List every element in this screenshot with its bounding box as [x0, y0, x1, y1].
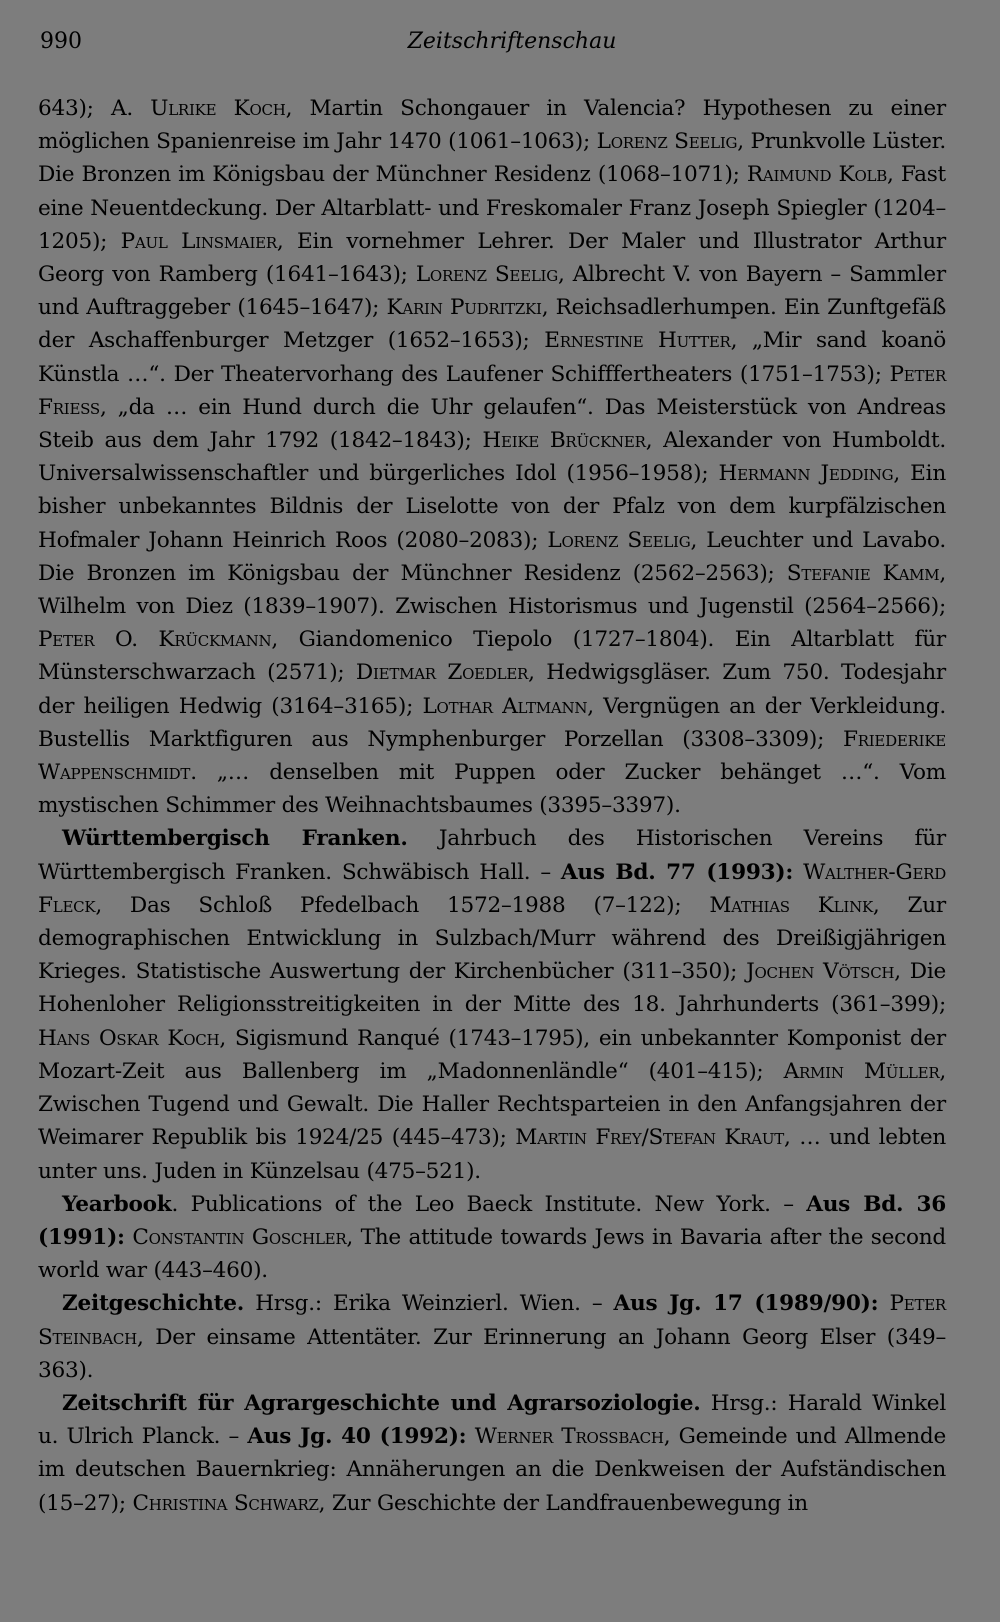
periodical-heading: Württembergisch Franken. — [62, 826, 408, 852]
citation-text: , Prunkvolle Lüster. Die Bronzen im Königsbau der Münchner Residenz (1068–1071); — [38, 129, 946, 188]
periodical-heading: Zeitgeschichte. — [62, 1291, 245, 1317]
periodical-heading: Aus Jg. 17 (1989/90): — [613, 1291, 879, 1317]
citation-text: Hrsg.: Harald Winkel u. Ulrich Planck. – — [38, 1390, 946, 1450]
author-name: Stefanie Kamm — [786, 560, 940, 586]
author-name: Heike Brückner — [482, 428, 646, 454]
citation-text: . Publications of the Leo Baeck Institute. New York. – — [171, 1191, 807, 1217]
author-name: Paul Linsmaier — [120, 228, 277, 254]
citation-text — [793, 860, 803, 885]
periodical-heading: Aus Bd. 77 (1993): — [560, 859, 794, 885]
author-name: Armin Müller — [783, 1058, 940, 1084]
author-name: Walther-Gerd Fleck — [38, 859, 946, 918]
citation-text: , Zwischen Tugend und Gewalt. Die Haller Rechtsparteien in den Anfangsjahren der Weimarer Republik bis 1924/25 (445–473); — [38, 1058, 946, 1151]
citation-text: , Vergnügen an der Verkleidung. Bustellis Marktfiguren aus Nymphenburger Porzellan (3308–3309); — [38, 693, 946, 752]
citation-text: , … und lebten unter uns. Juden in Künzelsau (475–521). — [38, 1125, 947, 1184]
citation-text — [878, 1291, 889, 1316]
citation-text: . „… denselben mit Puppen oder Zucker behänget …“. Vom mystischen Schimmer des Weihnachtsbaumes (3395–3397). — [38, 760, 946, 819]
citation-text: , Fast eine Neuentdeckung. Der Altarblatt- und Freskomaler Franz Joseph Spiegler (1204–1205); — [38, 162, 946, 254]
author-name: Christina Schwarz — [132, 1490, 319, 1516]
author-name: Peter Steinbach — [38, 1291, 946, 1350]
author-name: Martin Frey/Stefan Kraut — [515, 1125, 785, 1151]
author-name: Peter Friess — [38, 361, 946, 420]
citation-text: , Gemeinde und Allmende im deutschen Bauernkrieg: Annäherungen an die Denkweisen der Aufständischen (15–27); — [38, 1424, 946, 1516]
citation-text: , Das Schloß Pfedelbach 1572–1988 (7–122); — [95, 892, 710, 918]
citation-text: , Zur Geschichte der Landfrauenbewegung in — [318, 1490, 808, 1516]
author-name: Peter O. Krückmann — [38, 627, 272, 653]
article-body — [38, 92, 946, 1520]
citation-text: , Ein vornehmer Lehrer. Der Maler und Illustrator Arthur Georg von Ramberg (1641–1643); — [38, 228, 947, 288]
citation-text: , Leuchter und Lavabo. Die Bronzen im Königsbau der Münchner Residenz (2562–2563); — [38, 527, 946, 586]
citation-text: , Die Hohenloher Religionsstreitigkeiten in der Mitte des 18. Jahrhunderts (361–399); — [38, 959, 947, 1018]
author-name: Lothar Altmann — [422, 693, 588, 719]
periodical-heading: Aus Bd. 36 (1991): — [38, 1191, 946, 1250]
author-name: Karin Pudritzki — [386, 295, 542, 321]
citation-text: , Reichsadlerhumpen. Ein Zunftgefäß der Aschaffenburger Metzger (1652–1653); — [38, 295, 946, 354]
citation-text: , The attitude towards Jews in Bavaria after the second world war (443–460). — [38, 1224, 946, 1284]
bibliography-paragraph — [38, 92, 946, 822]
author-name: Raimund Kolb — [746, 162, 887, 188]
author-name: Lorenz Seelig — [596, 129, 738, 155]
citation-text: , Martin Schongauer in Valencia? Hypothesen zu einer möglichen Spanienreise im Jahr 1470 (1061–1063); — [38, 96, 946, 155]
citation-text: , Der einsame Attentäter. Zur Erinnerung an Johann Georg Elser (349–363). — [38, 1324, 946, 1383]
citation-text: , Zur demographischen Entwicklung in Sulzbach/Murr während des Dreißigjährigen Krieges. Statistische Auswertung der Kirchenbücher (311–350); — [38, 892, 946, 985]
author-name: Friederike Wappenschmidt — [38, 726, 946, 786]
page-number: 990 — [40, 29, 82, 54]
citation-text: , „Mir sand koanö Künstla …“. Der Theatervorhang des Laufener Schifffertheaters (1751–1753); — [38, 328, 947, 387]
periodical-heading: Yearbook — [62, 1191, 172, 1217]
bibliography-paragraph — [38, 1287, 946, 1387]
bibliography-paragraph — [38, 1387, 946, 1520]
author-name: Hermann Jedding — [718, 461, 894, 487]
citation-text: , Albrecht V. von Bayern – Sammler und Auftraggeber (1645–1647); — [38, 262, 946, 321]
author-name: Hans Oskar Koch — [38, 1025, 220, 1051]
author-name: Dietmar Zoedler — [355, 660, 529, 686]
author-name: Werner Trossbach — [474, 1424, 664, 1450]
citation-text: , Hedwigsgläser. Zum 750. Todesjahr der heiligen Hedwig (3164–3165); — [38, 660, 946, 719]
journal-title: Zeitschriftenschau — [407, 29, 617, 54]
citation-text: Jahrbuch des Historischen Vereins für Württembergisch Franken. Schwäbisch Hall. – — [38, 826, 946, 885]
author-name: Lorenz Seelig — [415, 262, 558, 288]
author-name: Ulrike Koch — [150, 96, 286, 121]
citation-text: 643); A. — [38, 96, 151, 121]
citation-text: , Alexander von Humboldt. Universalwissenschaftler und bürgerliches Idol (1956–1958); — [38, 428, 946, 487]
author-name: Mathias Klink — [709, 892, 873, 918]
author-name: Jochen Vötsch — [746, 959, 895, 985]
author-name: Lorenz Seelig — [547, 527, 691, 553]
author-name: Constantin Goschler — [132, 1224, 347, 1250]
citation-text: , Ein bisher unbekanntes Bildnis der Liselotte von der Pfalz von dem kurpfälzischen Hofmaler Johann Heinrich Roos (2080–2083); — [38, 461, 946, 553]
citation-text: , „da … ein Hund durch die Uhr gelaufen“. Das Meisterstück von Andreas Steib aus dem Jahr 1792 (1842–1843); — [38, 394, 946, 454]
bibliography-paragraph — [38, 1188, 946, 1288]
periodical-heading: Zeitschrift für Agrargeschichte und Agrarsoziologie. — [62, 1390, 701, 1416]
citation-text: , Giandomenico Tiepolo (1727–1804). Ein Altarblatt für Münsterschwarzach (2571); — [38, 627, 947, 686]
author-name: Ernestine Hutter — [544, 328, 731, 354]
bibliography-paragraph — [38, 822, 946, 1187]
citation-text — [466, 1424, 474, 1449]
citation-text: Hrsg.: Erika Weinzierl. Wien. – — [244, 1291, 614, 1317]
running-head — [38, 20, 946, 64]
citation-text: , Sigismund Ranqué (1743–1795), ein unbekannter Komponist der Mozart-Zeit aus Ballenberg im „Madonnenländle“ (401–415); — [38, 1025, 946, 1084]
periodical-heading: Aus Jg. 40 (1992): — [247, 1424, 467, 1450]
citation-text: , Wilhelm von Diez (1839–1907). Zwischen Historismus und Jugenstil (2564–2566); — [38, 560, 946, 620]
